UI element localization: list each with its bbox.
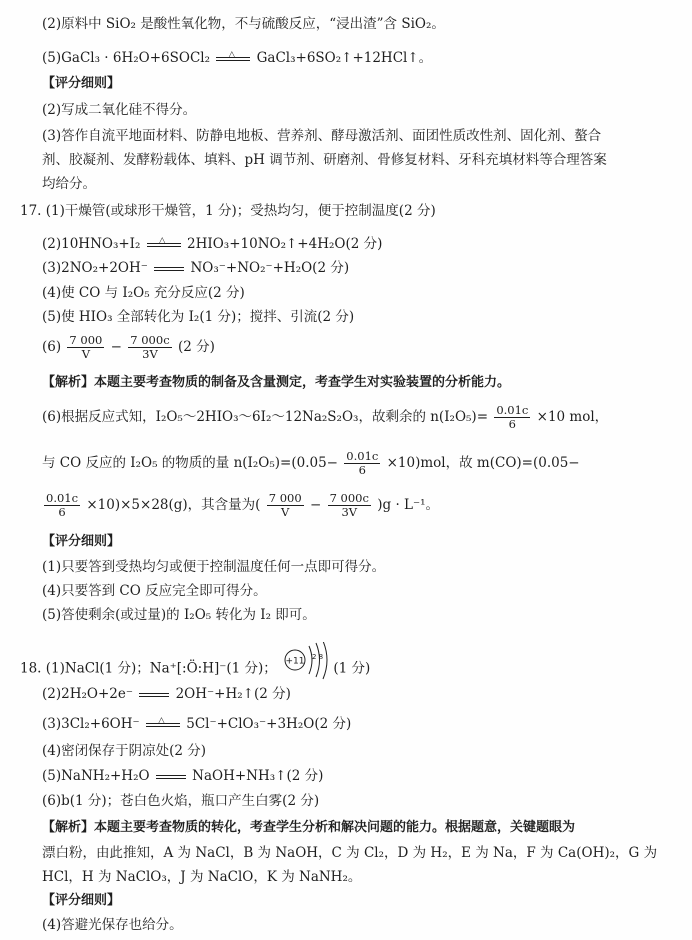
shell-electrons: 2 8	[312, 653, 324, 661]
question-18-line	[20, 653, 371, 682]
equation-line	[42, 714, 351, 734]
score: (2 分)	[177, 339, 215, 355]
fraction: $\frac{7 000}{V}$	[268, 491, 302, 519]
equation-right: 2HIO₃+10NO₂↑+4H₂O(2 分)	[187, 236, 383, 252]
text: ×10)×5×28(g)，其含量为(	[86, 497, 261, 513]
section-heading: 【评分细则】	[42, 893, 121, 908]
equation-left: (2)10HNO₃+I₂	[42, 236, 141, 252]
equilibrium-heat-sign	[216, 49, 250, 64]
section-heading: 【评分细则】	[42, 76, 121, 91]
text: ×10)mol，故 m(CO)=(0.05−	[386, 455, 580, 471]
answer-line: (4)使 CO 与 I₂O₅ 充分反应(2 分)	[42, 285, 245, 301]
heat-symbol: △	[228, 49, 236, 60]
equation-right: 2OH⁻+H₂↑(2 分)	[175, 686, 291, 702]
answer-line: (6)b(1 分)；苍白色火焰，瓶口产生白雾(2 分)	[42, 793, 320, 809]
nucleus-charge: +11	[285, 656, 305, 667]
analysis-line	[42, 492, 439, 519]
analysis-line: HCl，H 为 NaClO₃，J 为 NaClO，K 为 NaNH₂。	[42, 869, 362, 885]
fraction: $\frac{0.01c}{6}$	[496, 403, 529, 431]
answer-line: 均给分。	[42, 176, 96, 192]
equation-right: 5Cl⁻+ClO₃⁻+3H₂O(2 分)	[186, 716, 352, 732]
answer-line: (4)密闭保存于阴凉处(2 分)	[42, 743, 207, 759]
equation-right: NaOH+NH₃↑(2 分)	[192, 768, 324, 784]
answer-line: (1)只要答到受热均匀或便于控制温度任何一点即可得分。	[42, 559, 386, 575]
answer-line: 剂、胶凝剂、发酵粉载体、填料、pH 调节剂、研磨剂、骨修复材料、牙科充填材料等合理答案	[42, 152, 607, 168]
analysis-heading: 【解析】本题主要考查物质的制备及含量测定，考查学生对实验装置的分析能力。	[42, 375, 511, 390]
answer-line: (5)使 HIO₃ 全部转化为 I₂(1 分)；搅拌、引流(2 分)	[42, 309, 355, 325]
equation-left: (3)2NO₂+2OH⁻	[42, 260, 148, 276]
equation-line	[42, 48, 432, 68]
equation-line	[42, 258, 349, 278]
equation-left: (5)GaCl₃ · 6H₂O+6SOCl₂	[42, 50, 211, 66]
analysis-line	[42, 404, 608, 431]
equals-sign	[156, 775, 186, 779]
text: )g · L⁻¹。	[377, 497, 440, 513]
minus-sign: −	[110, 339, 122, 355]
fraction: $\frac{0.01c}{6}$	[46, 491, 79, 519]
score: (1 分)	[333, 660, 371, 677]
answer-line: (5)答使剩余(或过量)的 I₂O₅ 转化为 I₂ 即可。	[42, 607, 316, 623]
equilibrium-heat-sign	[147, 235, 181, 250]
equation-right: NO₃⁻+NO₂⁻+H₂O(2 分)	[190, 260, 350, 276]
equilibrium-heat-sign	[146, 715, 180, 730]
equation-right: GaCl₃+6SO₂↑+12HCl↑。	[256, 50, 433, 66]
answer-line: (3)答作自流平地面材料、防静电地板、营养剂、酵母激活剂、面团性质改性剂、固化剂、螯合	[42, 128, 602, 144]
equation-left: (5)NaNH₂+H₂O	[42, 768, 150, 784]
text: ×10 mol，	[536, 409, 609, 425]
question-17-line: 17. (1)干燥管(或球形干燥管，1 分)；受热均匀，便于控制温度(2 分)	[20, 203, 436, 219]
equation-line	[42, 684, 291, 704]
equals-sign	[154, 267, 184, 271]
fraction: $\frac{7 000}{V}$	[69, 333, 103, 361]
equation-line	[42, 234, 382, 254]
text: 18. (1)NaCl(1 分)；Na⁺[:Ö:H]⁻(1 分)；	[20, 660, 277, 677]
answer-line: (2)原料中 SiO₂ 是酸性氧化物，不与硫酸反应，“浸出渣”含 SiO₂。	[42, 16, 445, 32]
fraction: $\frac{0.01c}{6}$	[346, 449, 379, 477]
answer-line: (2)写成二氧化硅不得分。	[42, 102, 197, 118]
label: (6)	[42, 339, 62, 355]
fraction: $\frac{7 000c}{3V}$	[130, 333, 170, 361]
text: 与 CO 反应的 I₂O₅ 的物质的量 n(I₂O₅)=(0.05−	[42, 455, 338, 471]
minus-sign: −	[309, 497, 322, 513]
analysis-line	[42, 450, 580, 477]
text: (6)根据反应式知，I₂O₅～2HIO₃～6I₂～12Na₂S₂O₃，故剩余的 n(I₂O₅)=	[42, 409, 489, 425]
answer-line: (4)答避光保存也给分。	[42, 917, 183, 933]
equation-left: (2)2H₂O+2e⁻	[42, 686, 133, 702]
equation-left: (3)3Cl₂+6OH⁻	[42, 716, 140, 732]
atom-structure-diagram	[281, 642, 329, 682]
fraction: $\frac{7 000c}{3V}$	[329, 491, 369, 519]
heat-symbol: △	[158, 235, 166, 246]
answer-line-fraction	[42, 334, 215, 361]
analysis-line: 漂白粉，由此推知，A 为 NaCl，B 为 NaOH，C 为 Cl₂，D 为 H₂，E 为 Na，F 为 Ca(OH)₂，G 为	[42, 845, 658, 861]
heat-symbol: △	[157, 715, 165, 726]
analysis-heading: 【解析】本题主要考查物质的转化，考查学生分析和解决问题的能力。根据题意，关键题眼为	[42, 820, 576, 835]
equation-line	[42, 766, 323, 786]
answer-line: (4)只要答到 CO 反应完全即可得分。	[42, 583, 267, 599]
equals-sign	[139, 693, 169, 697]
section-heading: 【评分细则】	[42, 534, 121, 549]
